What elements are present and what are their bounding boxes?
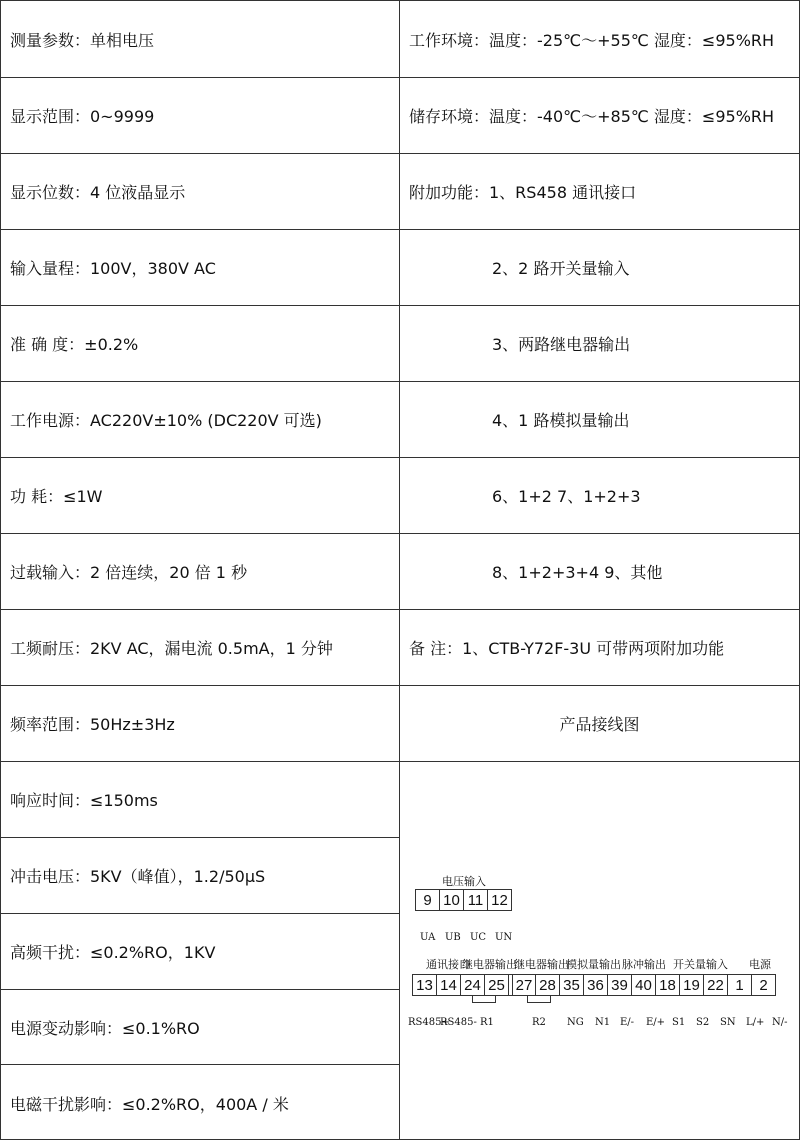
spec-row: 功 耗：≤1W [1, 458, 399, 534]
wiring-diagram-title: 产品接线图 [400, 686, 799, 762]
group-title-comm: 通讯接口 [426, 958, 470, 971]
terminal: 9 [416, 890, 440, 910]
terminal-label: L/+ [746, 1017, 765, 1028]
terminal-label: UC [470, 932, 487, 943]
terminal-label: N/- [772, 1017, 788, 1028]
spec-row: 高频干扰：≤0.2%RO，1KV [1, 914, 399, 990]
spec-right-column [400, 0, 800, 1140]
terminal-label: N1 [595, 1017, 611, 1028]
relay2-connector [527, 996, 551, 1003]
terminal-label: R2 [532, 1017, 546, 1028]
terminal: 22 [704, 975, 728, 995]
spec-row: 显示位数：4 位液晶显示 [1, 154, 399, 230]
spec-row: 过载输入：2 倍连续，20 倍 1 秒 [1, 534, 399, 610]
spec-row: 8、1+2+3+4 9、其他 [400, 534, 799, 610]
terminal: 10 [440, 890, 464, 910]
spec-row: 冲击电压：5KV（峰值），1.2/50μS [1, 838, 399, 914]
terminal: 11 [464, 890, 488, 910]
spec-row: 电源变动影响：≤0.1%RO [1, 990, 399, 1065]
terminal: 13 [413, 975, 437, 995]
terminal-label: S2 [696, 1017, 710, 1028]
terminal: 18 [656, 975, 680, 995]
spec-row: 3、两路继电器输出 [400, 306, 799, 382]
terminal: 40 [632, 975, 656, 995]
group-title-power: 电源 [749, 958, 771, 971]
spec-row: 显示范围：0~9999 [1, 78, 399, 154]
terminal: 2 [752, 975, 776, 995]
wiring-diagram [400, 762, 800, 1141]
terminal: 28 [536, 975, 560, 995]
spec-row: 储存环境：温度：-40℃～+85℃ 湿度：≤95%RH [400, 78, 799, 154]
terminal: 36 [584, 975, 608, 995]
voltage-terminal-block [415, 889, 512, 911]
terminal-label: E/- [620, 1017, 635, 1028]
spec-row: 测量参数：单相电压 [1, 1, 399, 78]
group-title-switch: 开关量输入 [673, 958, 728, 971]
terminal: 25 [485, 975, 509, 995]
terminal-label: NG [567, 1017, 584, 1028]
relay1-connector [472, 996, 496, 1003]
group-title-relay2: 继电器输出 [514, 958, 569, 971]
spec-row: 4、1 路模拟量输出 [400, 382, 799, 458]
spec-row: 频率范围：50Hz±3Hz [1, 686, 399, 762]
terminal-label: S1 [672, 1017, 686, 1028]
terminal: 27 [512, 975, 536, 995]
voltage-input-title: 电压输入 [442, 875, 486, 888]
spec-row: 电磁干扰影响：≤0.2%RO，400A / 米 [10, 1094, 289, 1114]
terminal-label: RS485+ [408, 1017, 450, 1028]
spec-row: 附加功能：1、RS458 通讯接口 [400, 154, 799, 230]
spec-row: 准 确 度：±0.2% [1, 306, 399, 382]
wiring-diagram-cell [400, 762, 799, 1139]
spec-row: 工频耐压：2KV AC，漏电流 0.5mA，1 分钟 [1, 610, 399, 686]
spec-row: 输入量程：100V，380V AC [1, 230, 399, 306]
group-title-pulse: 脉冲输出 [622, 958, 666, 971]
terminal-label: R1 [480, 1017, 494, 1028]
group-title-relay1: 继电器输出 [462, 958, 517, 971]
spec-row: 工作环境：温度：-25℃～+55℃ 湿度：≤95%RH [400, 1, 799, 78]
terminal-label: SN [720, 1017, 736, 1028]
spec-row: 响应时间：≤150ms [1, 762, 399, 838]
spec-row: 2、2 路开关量输入 [400, 230, 799, 306]
terminal: 14 [437, 975, 461, 995]
terminal-label: UB [445, 932, 461, 943]
terminal: 1 [728, 975, 752, 995]
spec-row: 6、1+2 7、1+2+3 [400, 458, 799, 534]
terminal-label: UN [495, 932, 513, 943]
terminal-label: RS485- [440, 1017, 477, 1028]
terminal: 35 [560, 975, 584, 995]
spec-left-column [0, 0, 400, 1140]
terminal: 12 [488, 890, 512, 910]
terminal: 19 [680, 975, 704, 995]
spec-row: 备 注：1、CTB-Y72F-3U 可带两项附加功能 [400, 610, 799, 686]
terminal: 39 [608, 975, 632, 995]
main-terminal-block [412, 974, 776, 996]
terminal-label: E/+ [646, 1017, 666, 1028]
terminal: 24 [461, 975, 485, 995]
spec-row: 工作电源：AC220V±10% (DC220V 可选) [1, 382, 399, 458]
terminal-label: UA [420, 932, 436, 943]
group-title-analog: 模拟量输出 [566, 958, 621, 971]
